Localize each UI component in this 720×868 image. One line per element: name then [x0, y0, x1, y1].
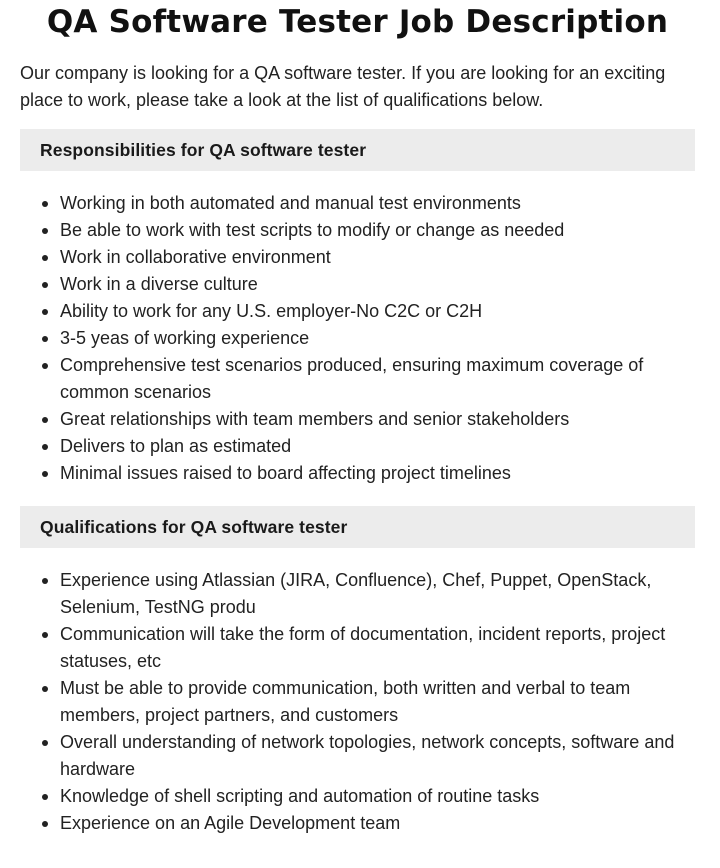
- list-item: Working in both automated and manual test environments: [60, 190, 700, 217]
- intro-paragraph: Our company is looking for a QA software tester. If you are looking for an exciting place to work, please take a look at the list of qualifications below.: [20, 63, 666, 110]
- qualifications-heading: Qualifications for QA software tester: [40, 516, 348, 537]
- page-title: QA Software Tester Job Description: [46, 4, 669, 40]
- list-item: Delivers to plan as estimated: [60, 433, 700, 460]
- list-item: Experience using Atlassian (JIRA, Confluence), Chef, Puppet, OpenStack, Selenium, TestNG produ: [60, 567, 700, 621]
- list-item: Knowledge of shell scripting and automation of routine tasks: [60, 783, 700, 810]
- responsibilities-header: [20, 129, 695, 171]
- responsibilities-list: [20, 190, 700, 487]
- list-item: Communication will take the form of documentation, incident reports, project statuses, etc: [60, 621, 700, 675]
- list-item: Comprehensive test scenarios produced, ensuring maximum coverage of common scenarios: [60, 352, 700, 406]
- list-item: 3-5 yeas of working experience: [60, 325, 700, 352]
- list-item: Must be able to provide communication, both written and verbal to team members, project partners, and customers: [60, 675, 700, 729]
- qualifications-list: [20, 567, 700, 837]
- list-item: Work in collaborative environment: [60, 244, 700, 271]
- qualifications-header: [20, 506, 695, 548]
- list-item: Experience on an Agile Development team: [60, 810, 700, 837]
- list-item: Work in a diverse culture: [60, 271, 700, 298]
- list-item: Be able to work with test scripts to modify or change as needed: [60, 217, 700, 244]
- list-item: Minimal issues raised to board affecting project timelines: [60, 460, 700, 487]
- list-item: Great relationships with team members and senior stakeholders: [60, 406, 700, 433]
- list-item: Overall understanding of network topologies, network concepts, software and hardware: [60, 729, 700, 783]
- list-item: Ability to work for any U.S. employer-No C2C or C2H: [60, 298, 700, 325]
- responsibilities-heading: Responsibilities for QA software tester: [40, 139, 367, 160]
